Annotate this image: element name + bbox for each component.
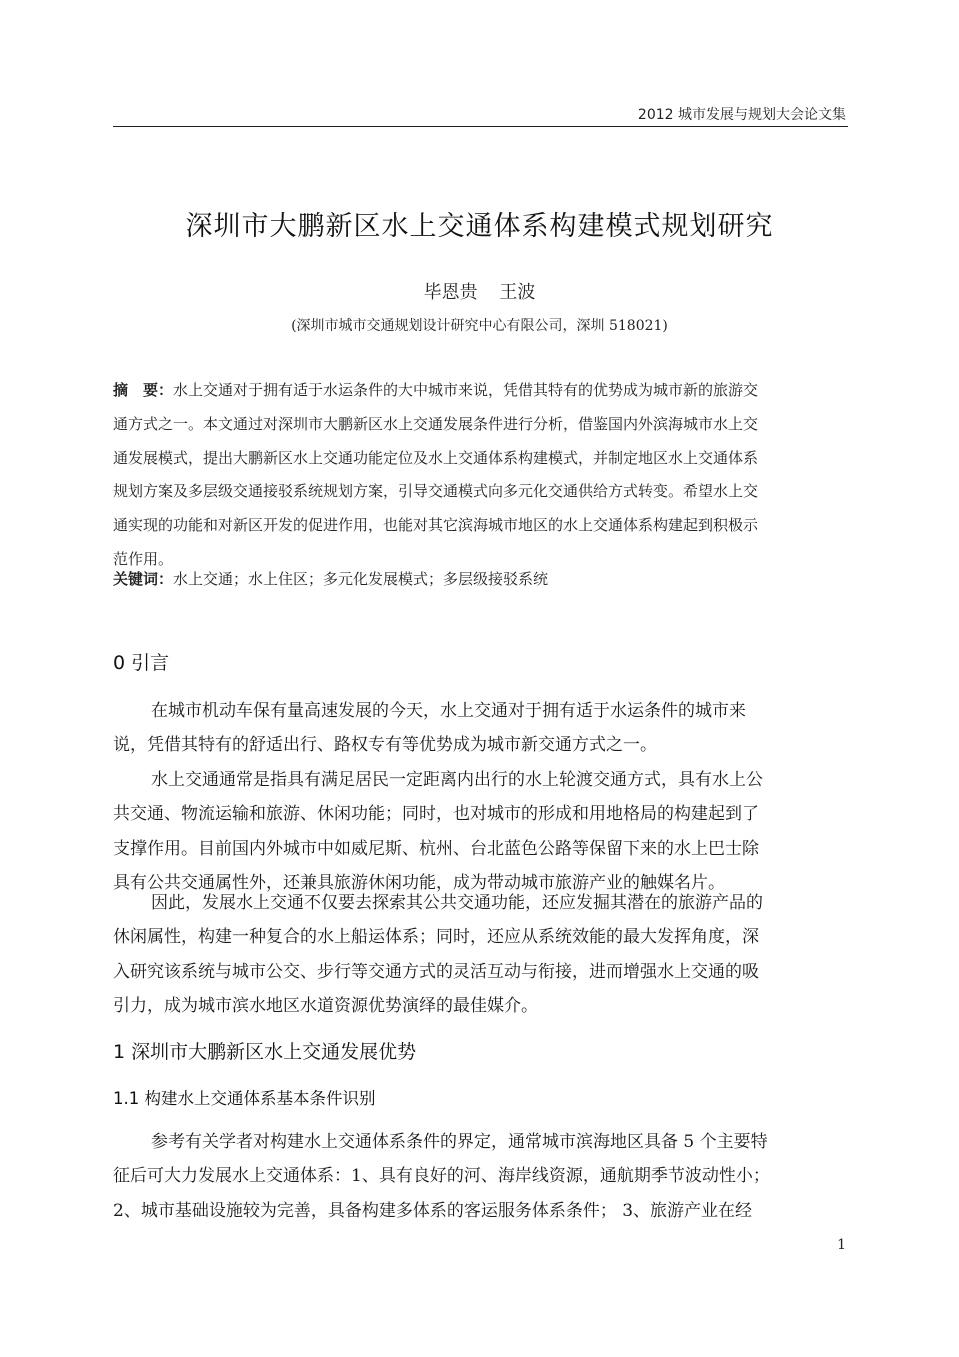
author-name: 毕恩贵	[423, 282, 478, 303]
paragraph-line: 征后可大力发展水上交通体系：1、具有良好的河、海岸线资源，通航期季节波动性小；	[113, 1166, 770, 1187]
paragraph-line: 说，凭借其特有的舒适出行、路权专有等优势成为城市新交通方式之一。	[113, 735, 657, 756]
keywords-text: 水上交通；水上住区；多元化发展模式；多层级接驳系统	[173, 570, 549, 588]
abstract-line: 通发展模式，提出大鹏新区水上交通功能定位及水上交通体系构建模式，并制定地区水上交通体系	[113, 448, 759, 467]
paper-title: 深圳市大鹏新区水上交通体系构建模式规划研究	[185, 211, 774, 242]
abstract-line: 通实现的功能和对新区开发的促进作用，也能对其它滨海城市地区的水上交通体系构建起到积极示	[113, 516, 759, 535]
page-number: 1	[837, 1237, 846, 1253]
affiliation: (深圳市城市交通规划设计研究中心有限公司，深圳 518021)	[291, 318, 668, 334]
abstract	[113, 374, 848, 577]
paragraph-line: 水上交通通常是指具有满足居民一定距离内出行的水上轮渡交通方式，具有水上公	[151, 770, 763, 790]
paragraph-line: 共交通、物流运输和旅游、休闲功能；同时，也对城市的形成和用地格局的构建起到了	[113, 804, 759, 825]
keywords-label: 关键词：	[113, 570, 174, 588]
paragraph-line: 因此，发展水上交通不仅要去探索其公共交通功能，还应发掘其潜在的旅游产品的	[151, 893, 763, 913]
paragraph-line: 2、城市基础设施较为完善，具备构建多体系的客运服务体系条件； 3、旅游产业在经	[113, 1200, 753, 1221]
abstract-text: 水上交通对于拥有适于水运条件的大中城市来说，凭借其特有的优势成为城市新的旅游交	[173, 381, 759, 399]
paragraph-line: 支撑作用。目前国内外城市中如威尼斯、杭州、台北蓝色公路等保留下来的水上巴士除	[113, 838, 759, 859]
paragraph	[113, 886, 848, 1024]
abstract-line	[113, 374, 848, 408]
keywords	[113, 568, 848, 589]
paragraph-line: 引力，成为城市滨水地区水道资源优势演绎的最佳媒介。	[113, 996, 538, 1017]
section-heading-intro: 0 引言	[113, 652, 170, 674]
paragraph	[113, 694, 848, 763]
paragraph-line: 参考有关学者对构建水上交通体系条件的界定，通常城市滨海地区具备 5 个主要特	[151, 1132, 768, 1152]
subsection-heading-1-1: 1.1 构建水上交通体系基本条件识别	[113, 1089, 376, 1108]
header-rule	[113, 126, 848, 127]
section-heading-1: 1 深圳市大鹏新区水上交通发展优势	[113, 1041, 417, 1063]
paragraph-line: 在城市机动车保有量高速发展的今天，水上交通对于拥有适于水运条件的城市来	[151, 701, 746, 721]
abstract-line: 规划方案及多层级交通接驳系统规划方案，引导交通模式向多元化交通供给方式转变。希望水上交	[113, 482, 759, 501]
paragraph-line: 入研究该系统与城市公交、步行等交通方式的灵活互动与衔接，进而增强水上交通的吸	[113, 961, 759, 982]
paragraph-line: 休闲属性，构建一种复合的水上船运体系；同时，还应从系统效能的最大发挥角度，深	[113, 927, 759, 948]
paragraph	[113, 763, 848, 901]
paragraph-line: 具有公共交通属性外，还兼具旅游休闲功能，成为带动城市旅游产业的触媒名片。	[113, 873, 725, 894]
authors	[0, 278, 959, 304]
running-header: 2012 城市发展与规划大会论文集	[637, 107, 846, 123]
abstract-label: 摘 要：	[113, 381, 174, 399]
author-name: 王波	[499, 282, 536, 303]
abstract-line: 范作用。	[113, 549, 174, 568]
paragraph	[113, 1125, 848, 1228]
abstract-line: 通方式之一。本文通过对深圳市大鹏新区水上交通发展条件进行分析，借鉴国内外滨海城市水上交	[113, 414, 759, 433]
